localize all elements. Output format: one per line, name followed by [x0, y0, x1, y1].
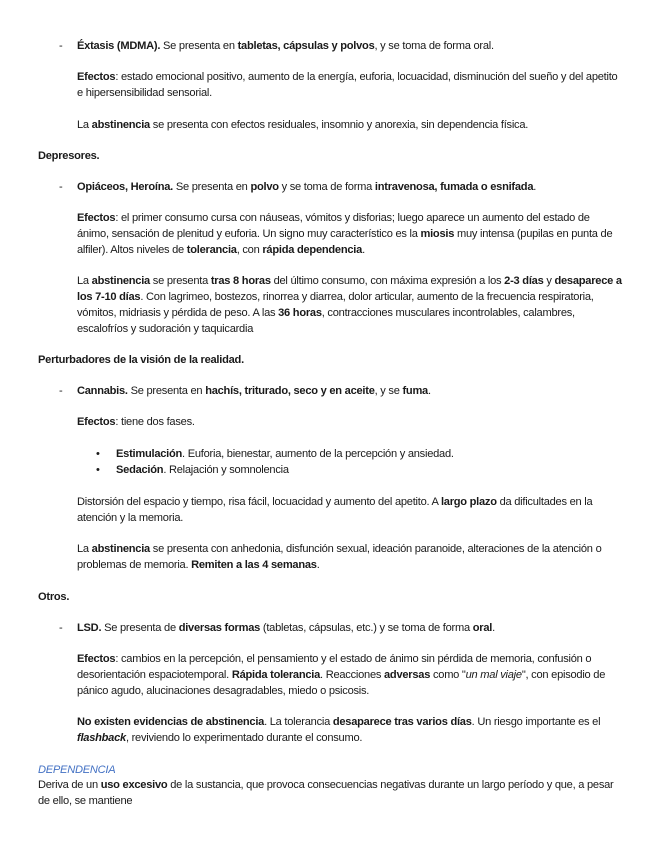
text-run: : tiene dos fases. — [115, 416, 195, 428]
text-run-bold: intravenosa, fumada o esnifada — [374, 181, 534, 193]
text-run: . Euforia, bienestar, aumento de la percepción y ansiedad. — [182, 448, 454, 460]
text-run: , reviviendo lo experimentado durante el consumo. — [125, 732, 363, 744]
text-run: : cambios en la percepción, el pensamiento y el estado de ánimo sin pérdida de memoria, confusión o desorientación espaciotemporal. — [77, 653, 592, 681]
abstinence-label: abstinencia — [91, 275, 150, 287]
text-run: , y se toma de forma oral. — [374, 40, 494, 52]
effects-paragraph — [77, 69, 622, 101]
text-run: La — [77, 543, 92, 555]
text-run: , con — [236, 244, 263, 256]
bullet-icon: • — [96, 464, 100, 476]
drug-name: Éxtasis (MDMA). — [77, 40, 161, 52]
text-run: muy intensa (pupilas en punta de alfiler). Altos niveles de — [77, 228, 613, 256]
list-item-phase — [116, 462, 616, 478]
abstinence-paragraph — [77, 273, 622, 337]
list-dash: - — [59, 622, 63, 634]
section-heading-otros: Otros. — [38, 591, 70, 603]
text-run-bold: oral — [472, 622, 493, 634]
text-run-bold: 2-3 días — [504, 275, 544, 287]
text-run: . — [427, 385, 431, 397]
text-run: : el primer consumo cursa con náuseas, vómitos y disforias; luego aparece un aumento del estado de ánimo, sensación de plenitud y euforia. Un signo muy característico es la — [77, 212, 590, 240]
section-heading-perturbadores: Perturbadores de la visión de la realidad. — [38, 354, 244, 366]
text-run: Se presenta en — [173, 181, 251, 193]
list-item-lsd — [77, 620, 622, 636]
text-run: y — [543, 275, 555, 287]
text-run-bold: Rápida tolerancia — [231, 669, 321, 681]
text-run-bold: . — [170, 181, 174, 193]
abstinence-paragraph — [77, 117, 622, 133]
text-run-bold: fuma — [402, 385, 428, 397]
text-run: . Relajación y somnolencia — [163, 464, 289, 476]
text-run: ", con episodio de pánico agudo, alucinaciones desagradables, miedo o psicosis. — [77, 669, 606, 697]
drug-name: Cannabis. — [77, 385, 128, 397]
abstinence-paragraph — [77, 541, 622, 573]
text-run: se presenta con efectos residuales, insomnio y anorexia, sin dependencia física. — [149, 119, 529, 131]
text-run-bold: miosis — [420, 228, 455, 240]
text-run: Distorsión del espacio y tiempo, risa fácil, locuacidad y aumento del apetito. A — [77, 496, 441, 508]
definition-paragraph — [38, 777, 623, 809]
text-run: Se presenta en — [127, 385, 206, 397]
text-run: . — [362, 244, 365, 256]
text-run-bold: adversas — [384, 669, 431, 681]
effects-paragraph — [77, 651, 622, 699]
text-run: Se presenta en — [160, 40, 238, 52]
text-run: . — [492, 622, 495, 634]
effects-label: Efectos — [77, 212, 116, 224]
description-paragraph — [77, 494, 622, 526]
text-run: , y se — [374, 385, 403, 397]
text-run-bold: uso excesivo — [100, 779, 168, 791]
list-item-mdma — [77, 38, 622, 54]
text-run-bold-italic: flashback — [77, 732, 126, 744]
text-run: da dificultades en la atención y la memoria. — [77, 496, 593, 524]
text-run: del último consumo, con máxima expresión a los — [270, 275, 505, 287]
text-run-bold: desaparece a los 7-10 días — [77, 275, 622, 303]
text-run-bold: hachís, triturado, seco y en aceite — [205, 385, 375, 397]
abstinence-paragraph — [77, 714, 622, 746]
text-run: . La tolerancia — [264, 716, 333, 728]
abstinence-label: abstinencia — [91, 119, 150, 131]
text-run-bold: diversas formas — [178, 622, 261, 634]
list-dash: - — [59, 181, 63, 193]
text-run: y se toma de forma — [278, 181, 375, 193]
drug-name: LSD. — [77, 622, 102, 634]
text-run-bold: 36 horas — [278, 307, 322, 319]
list-dash: - — [59, 40, 63, 52]
text-run-bold: tolerancia — [186, 244, 237, 256]
list-item-opiaceos — [77, 179, 622, 195]
text-run: : estado emocional positivo, aumento de la energía, euforia, locuacidad, disminución del sueño y del apetito e hipersensibilidad sensorial. — [77, 71, 618, 99]
text-run: La — [77, 119, 92, 131]
text-run-bold: rápida dependencia — [262, 244, 363, 256]
text-run-bold: tabletas, cápsulas y polvos — [237, 40, 375, 52]
text-run-bold: desaparece tras varios días — [332, 716, 472, 728]
section-heading-dependencia: DEPENDENCIA — [38, 764, 116, 776]
effects-label: Efectos — [77, 653, 116, 665]
list-item-cannabis — [77, 383, 622, 399]
list-dash: - — [59, 385, 63, 397]
section-heading-depresores: Depresores. — [38, 150, 100, 162]
text-run: Deriva de un — [38, 779, 101, 791]
text-run: . Con lagrimeo, bostezos, rinorrea y diarrea, dolor articular, aumento de la frecuencia respiratoria, vómitos, midriasis y pérdida de peso. A las — [77, 291, 594, 319]
text-run: se presenta con anhedonia, disfunción sexual, ideación paranoide, alteraciones de la atención o problemas de memoria. — [77, 543, 602, 571]
text-run-italic: un mal viaje — [465, 669, 522, 681]
text-run: . — [533, 181, 537, 193]
phase-label: Sedación — [116, 464, 164, 476]
bullet-icon: • — [96, 448, 100, 460]
text-run: de la sustancia, que provoca consecuencias negativas durante un largo período y que, a pesar de ello, se mantiene — [38, 779, 614, 807]
text-run: . Un riesgo importante es el — [471, 716, 601, 728]
abstinence-label: abstinencia — [91, 543, 150, 555]
text-run: La — [77, 275, 92, 287]
text-run: , contracciones musculares incontrolables, calambres, escalofríos y sudoración y taquicardia — [77, 307, 575, 335]
text-run: . Reacciones — [320, 669, 385, 681]
list-item-phase — [116, 446, 616, 462]
phase-label: Estimulación — [116, 448, 183, 460]
effects-label: Efectos — [77, 71, 116, 83]
text-run-bold: polvo — [250, 181, 279, 193]
effects-paragraph — [77, 210, 622, 258]
effects-label: Efectos — [77, 416, 116, 428]
text-run: como " — [430, 669, 466, 681]
text-run-bold: No existen evidencias de abstinencia — [77, 716, 265, 728]
text-run-bold: Remiten a las 4 semanas — [191, 559, 317, 571]
text-run-bold: largo plazo — [440, 496, 497, 508]
text-run: se presenta — [149, 275, 211, 287]
text-run: . — [316, 559, 320, 571]
text-run: (tabletas, cápsulas, etc.) y se toma de forma — [260, 622, 473, 634]
text-run: Se presenta de — [101, 622, 179, 634]
drug-name: Opiáceos, Heroína — [77, 181, 171, 193]
effects-paragraph — [77, 414, 622, 430]
text-run-bold: tras 8 horas — [210, 275, 271, 287]
